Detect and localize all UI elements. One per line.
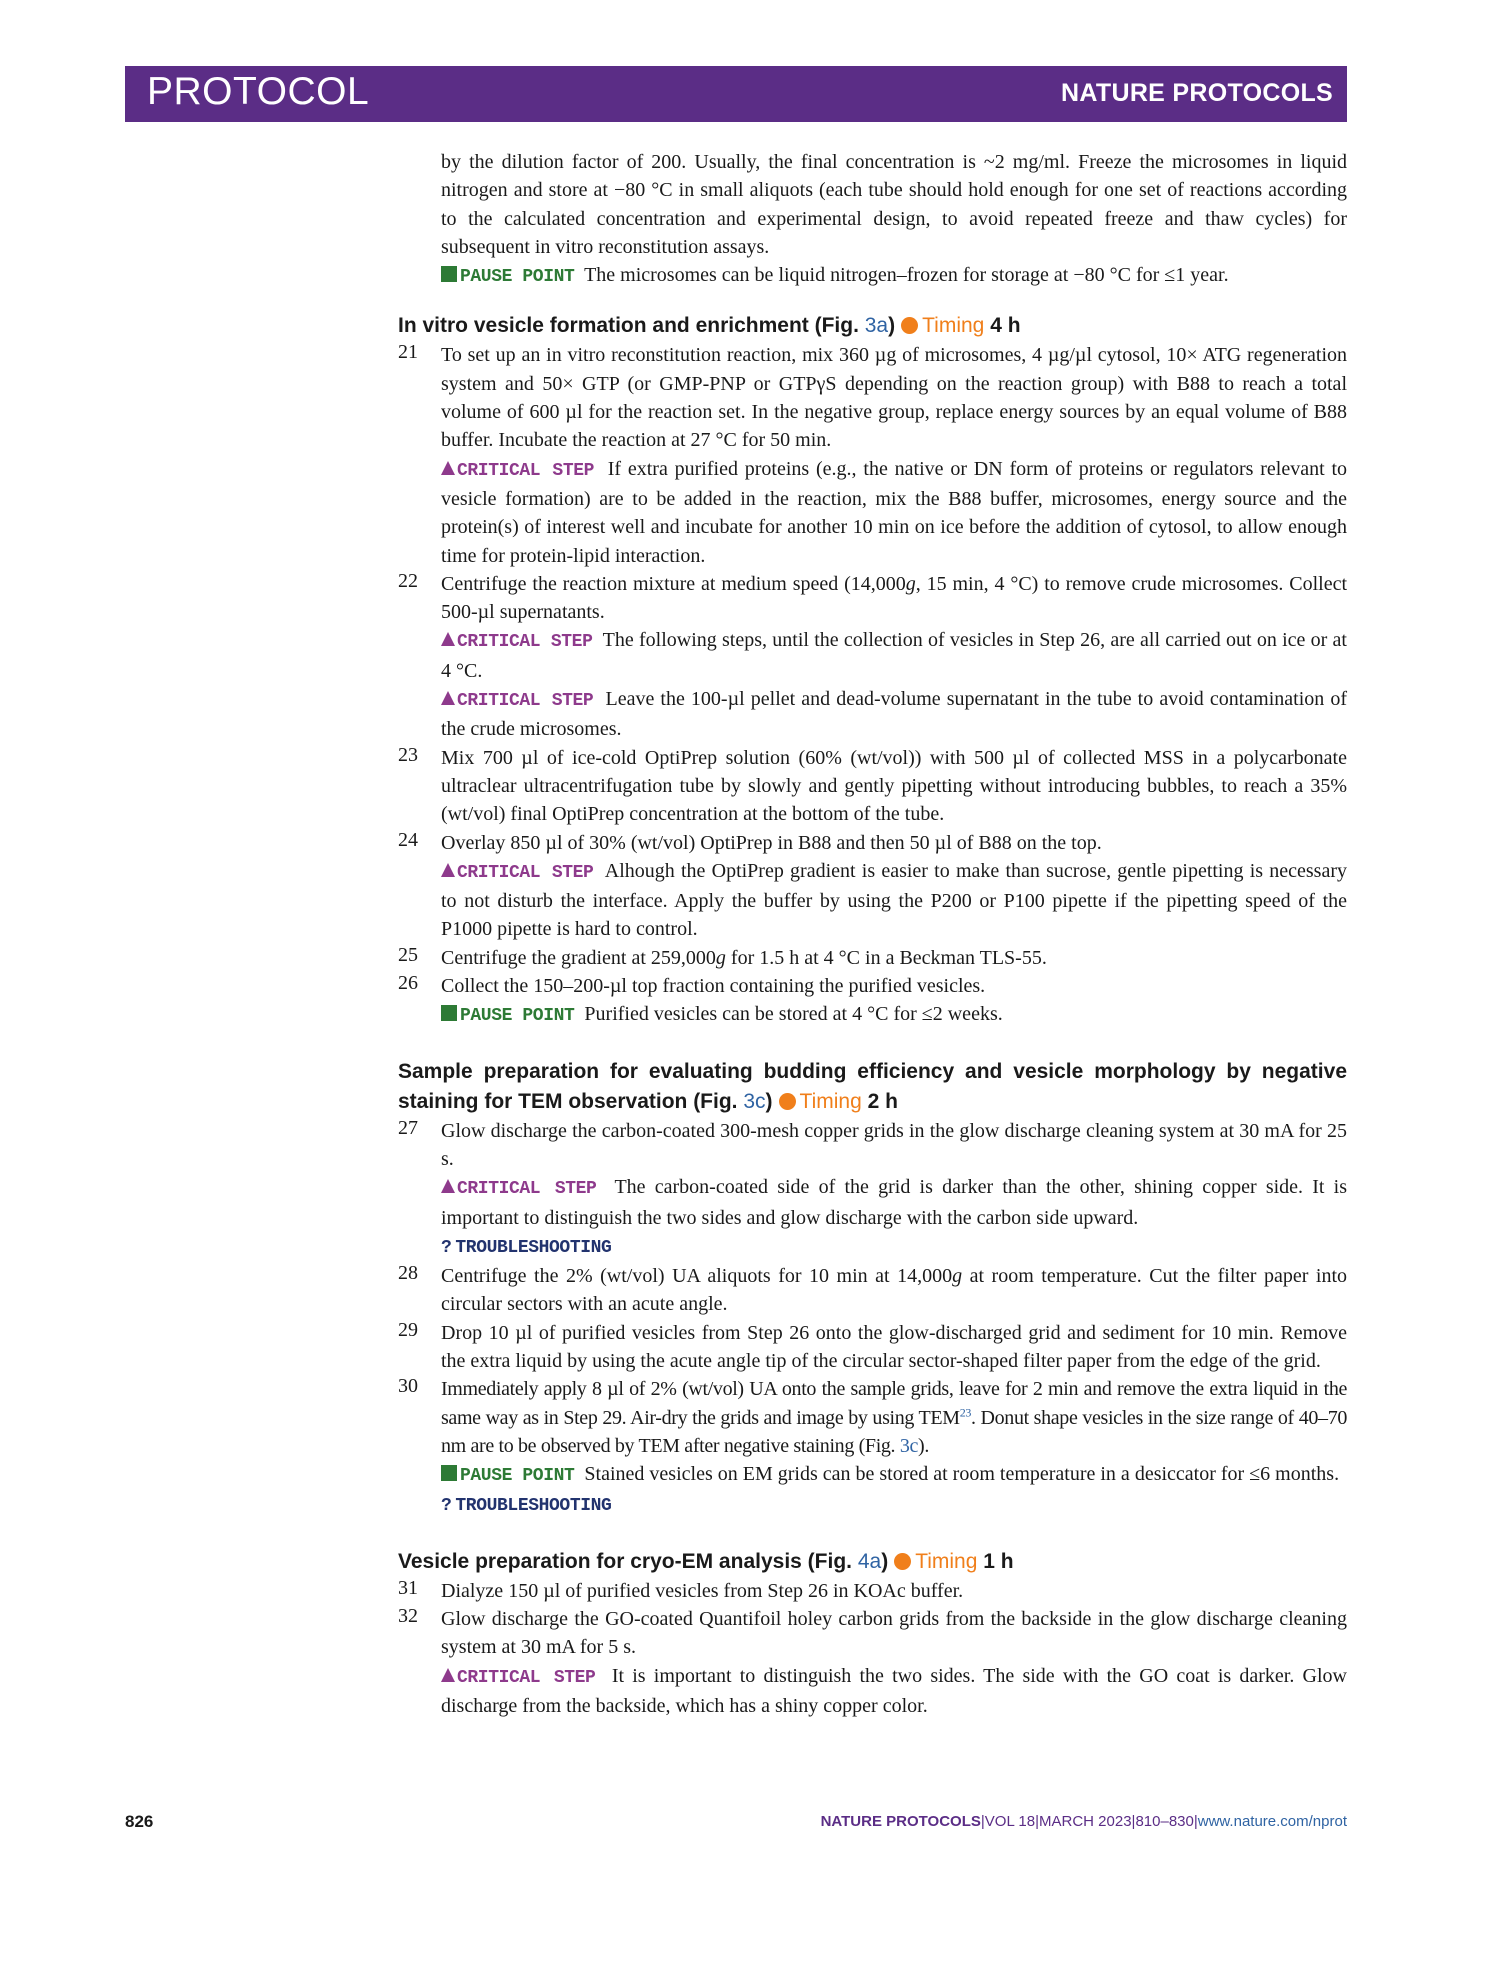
- step-28: [398, 1262, 1348, 1319]
- section-heading-negative-staining: Sample preparation for evaluating budding efficiency and vesicle morphology by negative staining for TEM observation (Fig. 3c) Timing 2 h: [398, 1059, 1347, 1113]
- citation-link[interactable]: 23: [959, 1404, 972, 1419]
- step-22: [398, 569, 1347, 744]
- section-heading-cryo-em: Vesicle preparation for cryo-EM analysis (Fig. 4a) Timing 1 h: [398, 1549, 1014, 1573]
- intro-pause-point: [441, 261, 1347, 291]
- pause-label: PAUSE POINT: [460, 1466, 575, 1487]
- question-mark-icon: ?: [441, 1237, 452, 1258]
- step-text: Glow discharge the carbon-coated 300-mesh copper grids in the glow discharge cleaning system at 30 mA for 25 s.: [441, 1119, 1347, 1170]
- critical-label: CRITICAL STEP: [457, 1179, 597, 1200]
- article-body: [398, 148, 1348, 1720]
- critical-label: CRITICAL STEP: [457, 460, 595, 481]
- critical-label: CRITICAL STEP: [457, 691, 594, 712]
- step-text: Mix 700 µl of ice-cold OptiPrep solution (60% (wt/vol)) with 500 µl of collected MSS in a polycarbonate ultraclear ultracentrifugation tube by slowly and gently pipetting without introducing bubbles, to reach a 35% (wt/vol) final OptiPrep concentration at the bottom of the tube.: [441, 746, 1347, 826]
- section-heading-vesicle-formation: In vitro vesicle formation and enrichment (Fig. 3a) Timing 4 h: [398, 314, 1021, 338]
- step-27: [398, 1116, 1347, 1262]
- step-24: [398, 828, 1347, 944]
- step-32: [398, 1605, 1347, 1720]
- troubleshooting-label: TROUBLESHOOTING: [455, 1237, 612, 1258]
- step-number: 29: [398, 1318, 418, 1341]
- step-23: [398, 743, 1347, 829]
- critical-label: CRITICAL STEP: [457, 862, 594, 883]
- pause-square-icon: [441, 1465, 457, 1481]
- pause-point-note: PAUSE POINT Purified vesicles can be stored at 4 °C for ≤2 weeks.: [441, 1000, 1347, 1030]
- clock-dot-icon: [901, 317, 918, 334]
- pause-label: PAUSE POINT: [460, 267, 575, 288]
- step-text: Dialyze 150 µl of purified vesicles from Step 26 in KOAc buffer.: [441, 1579, 964, 1602]
- figure-link-3c[interactable]: 3c: [899, 1434, 919, 1457]
- timing-label: Timing: [799, 1089, 862, 1113]
- step-number: 22: [398, 569, 418, 592]
- timing-value: 2 h: [867, 1089, 898, 1113]
- warning-triangle-icon: [441, 1179, 455, 1193]
- step-30: [398, 1375, 1347, 1520]
- step-text: Glow discharge the GO-coated Quantifoil holey carbon grids from the backside in the glow discharge cleaning system at 30 mA for 5 s.: [441, 1608, 1347, 1659]
- step-26: [398, 972, 1347, 1031]
- question-mark-icon: ?: [441, 1496, 452, 1517]
- critical-label: CRITICAL STEP: [457, 632, 593, 653]
- troubleshooting-link[interactable]: [441, 1490, 1347, 1520]
- step-21: [398, 341, 1348, 569]
- critical-step-note: CRITICAL STEP If extra purified proteins (e.g., the native or DN form of proteins or regulators relevant to vesicle formation) are to be added in the reaction, mix the B88 buffer, microsomes, energy source and the protein(s) of interest well and incubate for another 10 min on ice before the addition of cytosol, to allow enough time for protein-lipid interaction.: [441, 457, 1348, 567]
- step-text: Centrifuge the reaction mixture at medium speed (14,000g, 15 min, 4 °C) to remove crude microsomes. Collect 500-µl supernatants.: [441, 572, 1347, 624]
- header-bar: [125, 66, 1347, 122]
- header-protocol-label: PROTOCOL: [147, 70, 370, 113]
- intro-paragraph: by the dilution factor of 200. Usually, the final concentration is ~2 mg/ml. Freeze the microsomes in liquid nitrogen and store at −80 °C in small aliquots (each tube should hold enough for one set of reactions according to the calculated concentration and experimental design, to avoid repeated freeze and thaw cycles) for subsequent in vitro reconstitution assays.: [441, 151, 1347, 258]
- step-number: 21: [398, 341, 418, 364]
- clock-dot-icon: [894, 1553, 911, 1570]
- step-number: 28: [398, 1262, 418, 1285]
- step-text: Centrifuge the 2% (wt/vol) UA aliquots for 10 min at 14,000g at room temperature. Cut the filter paper into circular sectors with an acute angle.: [441, 1265, 1348, 1316]
- step-number: 26: [398, 972, 418, 995]
- warning-triangle-icon: [441, 461, 455, 475]
- warning-triangle-icon: [441, 632, 455, 646]
- header-journal-name: NATURE PROTOCOLS: [1061, 79, 1333, 107]
- timing-value: 1 h: [983, 1549, 1014, 1573]
- step-text: Immediately apply 8 µl of 2% (wt/vol) UA onto the sample grids, leave for 2 min and remove the extra liquid in the same way as in Step 29. Air-dry the grids and image by using TEM$^{23}$. Donut shape vesicles in the size range of 40–70 nm are to be observed by TEM after negative staining (Fig. 3c).: [441, 1378, 1347, 1457]
- critical-step-note: CRITICAL STEP Leave the 100-µl pellet and dead-volume supernatant in the tube to avoid contamination of the crude microsomes.: [441, 688, 1347, 741]
- step-number: 24: [398, 828, 418, 851]
- step-number: 25: [398, 943, 418, 966]
- step-text: Centrifuge the gradient at 259,000g for 1.5 h at 4 °C in a Beckman TLS-55.: [441, 946, 1047, 969]
- step-number: 30: [398, 1375, 418, 1398]
- warning-triangle-icon: [441, 1668, 455, 1682]
- timing-value: 4 h: [990, 314, 1021, 338]
- step-25: [398, 943, 1347, 972]
- step-text: Drop 10 µl of purified vesicles from Step 26 onto the glow-discharged grid and sediment for 10 min. Remove the extra liquid by using the acute angle tip of the circular sector-shaped filter paper from the edge of the grid.: [441, 1321, 1347, 1372]
- step-number: 23: [398, 743, 418, 766]
- clock-dot-icon: [779, 1093, 796, 1110]
- pause-square-icon: [441, 1005, 457, 1021]
- step-31: [398, 1576, 1347, 1605]
- step-text: To set up an in vitro reconstitution reaction, mix 360 µg of microsomes, 4 µg/µl cytosol, 10× ATG regeneration system and 50× GTP (or GMP-PNP or GTPγS depending on the reaction group) with B88 to reach a total volume of 600 µl for the reaction set. In the negative group, replace energy sources by an equal volume of B88 buffer. Incubate the reaction at 27 °C for 50 min.: [441, 344, 1347, 452]
- step-number: 32: [398, 1605, 418, 1628]
- critical-step-note: CRITICAL STEP The following steps, until the collection of vesicles in Step 26, are all carried out on ice or at 4 °C.: [441, 629, 1347, 682]
- step-text: Collect the 150–200-µl top fraction containing the purified vesicles.: [441, 975, 986, 998]
- step-number: 31: [398, 1576, 418, 1599]
- timing-label: Timing: [922, 314, 985, 338]
- pause-square-icon: [441, 266, 457, 282]
- journal-url-link[interactable]: www.nature.com/nprot: [1197, 1813, 1347, 1830]
- timing-label: Timing: [915, 1549, 978, 1573]
- figure-link-3a[interactable]: 3a: [864, 314, 889, 338]
- critical-step-note: CRITICAL STEP It is important to distinguish the two sides. The side with the GO coat is darker. Glow discharge from the backside, which has a shiny copper color.: [441, 1664, 1347, 1717]
- troubleshooting-label: TROUBLESHOOTING: [455, 1496, 612, 1517]
- pause-label: PAUSE POINT: [460, 1006, 575, 1027]
- warning-triangle-icon: [441, 863, 455, 877]
- critical-step-note: CRITICAL STEP Alhough the OptiPrep gradient is easier to make than sucrose, gentle pipetting is necessary to not disturb the interface. Apply the buffer by using the P200 or P100 pipette if the pipetting speed of the P1000 pipette is hard to control.: [441, 859, 1347, 941]
- figure-link-3c[interactable]: 3c: [743, 1089, 766, 1113]
- warning-triangle-icon: [441, 691, 455, 705]
- pause-text: The microsomes can be liquid nitrogen–frozen for storage at −80 °C for ≤1 year.: [584, 264, 1229, 287]
- page-number: 826: [125, 1812, 154, 1831]
- troubleshooting-link[interactable]: [441, 1232, 1347, 1262]
- critical-step-note: CRITICAL STEP The carbon-coated side of the grid is darker than the other, shining copper side. It is important to distinguish the two sides and glow discharge with the carbon side upward.: [441, 1176, 1347, 1229]
- pause-point-note: PAUSE POINT Stained vesicles on EM grids can be stored at room temperature in a desiccator for ≤6 months.: [441, 1460, 1347, 1490]
- step-29: [398, 1318, 1347, 1376]
- step-text: Overlay 850 µl of 30% (wt/vol) OptiPrep in B88 and then 50 µl of B88 on the top.: [441, 831, 1102, 854]
- step-number: 27: [398, 1116, 418, 1139]
- footer-citation: NATURE PROTOCOLS|VOL 18|MARCH 2023|810–830|www.nature.com/nprot: [820, 1813, 1347, 1830]
- figure-link-4a[interactable]: 4a: [857, 1549, 882, 1573]
- critical-label: CRITICAL STEP: [457, 1667, 596, 1688]
